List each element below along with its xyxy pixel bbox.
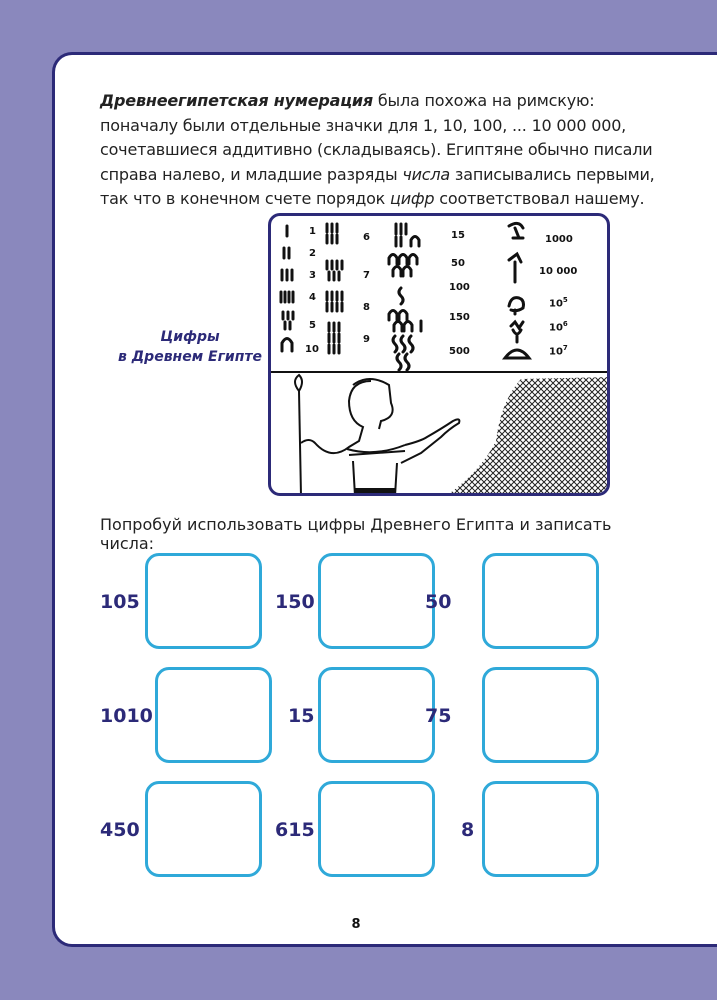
intro-italic-2: цифр — [390, 189, 435, 208]
label-10-5-exp: 5 — [562, 296, 568, 304]
exercise-number: 1010 — [100, 705, 153, 727]
caption-line-2: в Древнем Египте — [117, 349, 263, 365]
intro-term: Древнеегипетская нумерация — [100, 91, 373, 110]
exercise-number: 15 — [288, 705, 315, 727]
intro-text-3: соответствовал нашему. — [434, 189, 645, 208]
exercise-number: 8 — [461, 819, 475, 841]
label-5: 5 — [309, 320, 316, 331]
answer-box[interactable] — [318, 667, 435, 763]
label-7: 7 — [363, 270, 370, 281]
label-3: 3 — [309, 270, 316, 281]
label-150: 150 — [449, 312, 470, 323]
label-10-7-exp: 7 — [562, 344, 568, 352]
label-500: 500 — [449, 346, 470, 357]
label-9: 9 — [363, 334, 370, 345]
answer-box[interactable] — [145, 553, 262, 649]
answer-box[interactable] — [482, 667, 599, 763]
egyptian-scribe-illustration — [271, 371, 610, 496]
workbook-page — [52, 52, 717, 947]
answer-box[interactable] — [482, 781, 599, 877]
page-number: 8 — [351, 917, 361, 932]
label-50: 50 — [451, 258, 465, 269]
label-1: 1 — [309, 226, 316, 237]
intro-paragraph — [100, 89, 660, 212]
answer-box[interactable] — [155, 667, 272, 763]
label-10-6 — [549, 320, 568, 333]
label-15: 15 — [451, 230, 465, 241]
label-10-5-base: 10 — [549, 298, 563, 310]
exercise-number: 75 — [425, 705, 452, 727]
egyptian-numerals-figure — [268, 213, 610, 496]
scribe-figure — [295, 375, 459, 496]
exercise-number: 450 — [100, 819, 140, 841]
label-1000: 1000 — [545, 234, 573, 245]
intro-italic-1: числа — [402, 164, 451, 184]
intro-text-1: была похожа на римскую: поначалу были отдельные значки для 1, 10, 100, ... 10 000 000, сочетавшиеся аддитивно (складываясь). Египтяне обычно писали справа налево, и младшие разряды — [100, 91, 653, 184]
label-10-7-base: 10 — [549, 346, 563, 358]
label-4: 4 — [309, 292, 316, 303]
exercise-number: 50 — [425, 591, 452, 613]
label-10000: 10 000 — [539, 266, 578, 277]
intro-text-2: записывались первыми, так что в конечном счете порядок — [100, 164, 655, 208]
label-10: 10 — [305, 344, 319, 355]
exercise-number: 150 — [275, 591, 315, 613]
stone-wall-hatching — [446, 377, 610, 496]
label-6: 6 — [363, 232, 370, 243]
label-10-5 — [549, 296, 568, 309]
label-100: 100 — [449, 282, 470, 293]
caption-line-1: Цифры — [160, 329, 220, 345]
answer-box[interactable] — [145, 781, 262, 877]
label-10-7 — [549, 344, 568, 357]
answer-box[interactable] — [482, 553, 599, 649]
figure-caption — [115, 327, 265, 367]
exercise-number: 105 — [100, 591, 140, 613]
label-10-6-base: 10 — [549, 322, 563, 334]
exercise-number: 615 — [275, 819, 315, 841]
task-instruction: Попробуй использовать цифры Древнего Египта и записать числа: — [100, 515, 612, 553]
answer-box[interactable] — [318, 553, 435, 649]
answer-box[interactable] — [318, 781, 435, 877]
label-8: 8 — [363, 302, 370, 313]
label-10-6-exp: 6 — [562, 320, 568, 328]
label-2: 2 — [309, 248, 316, 259]
